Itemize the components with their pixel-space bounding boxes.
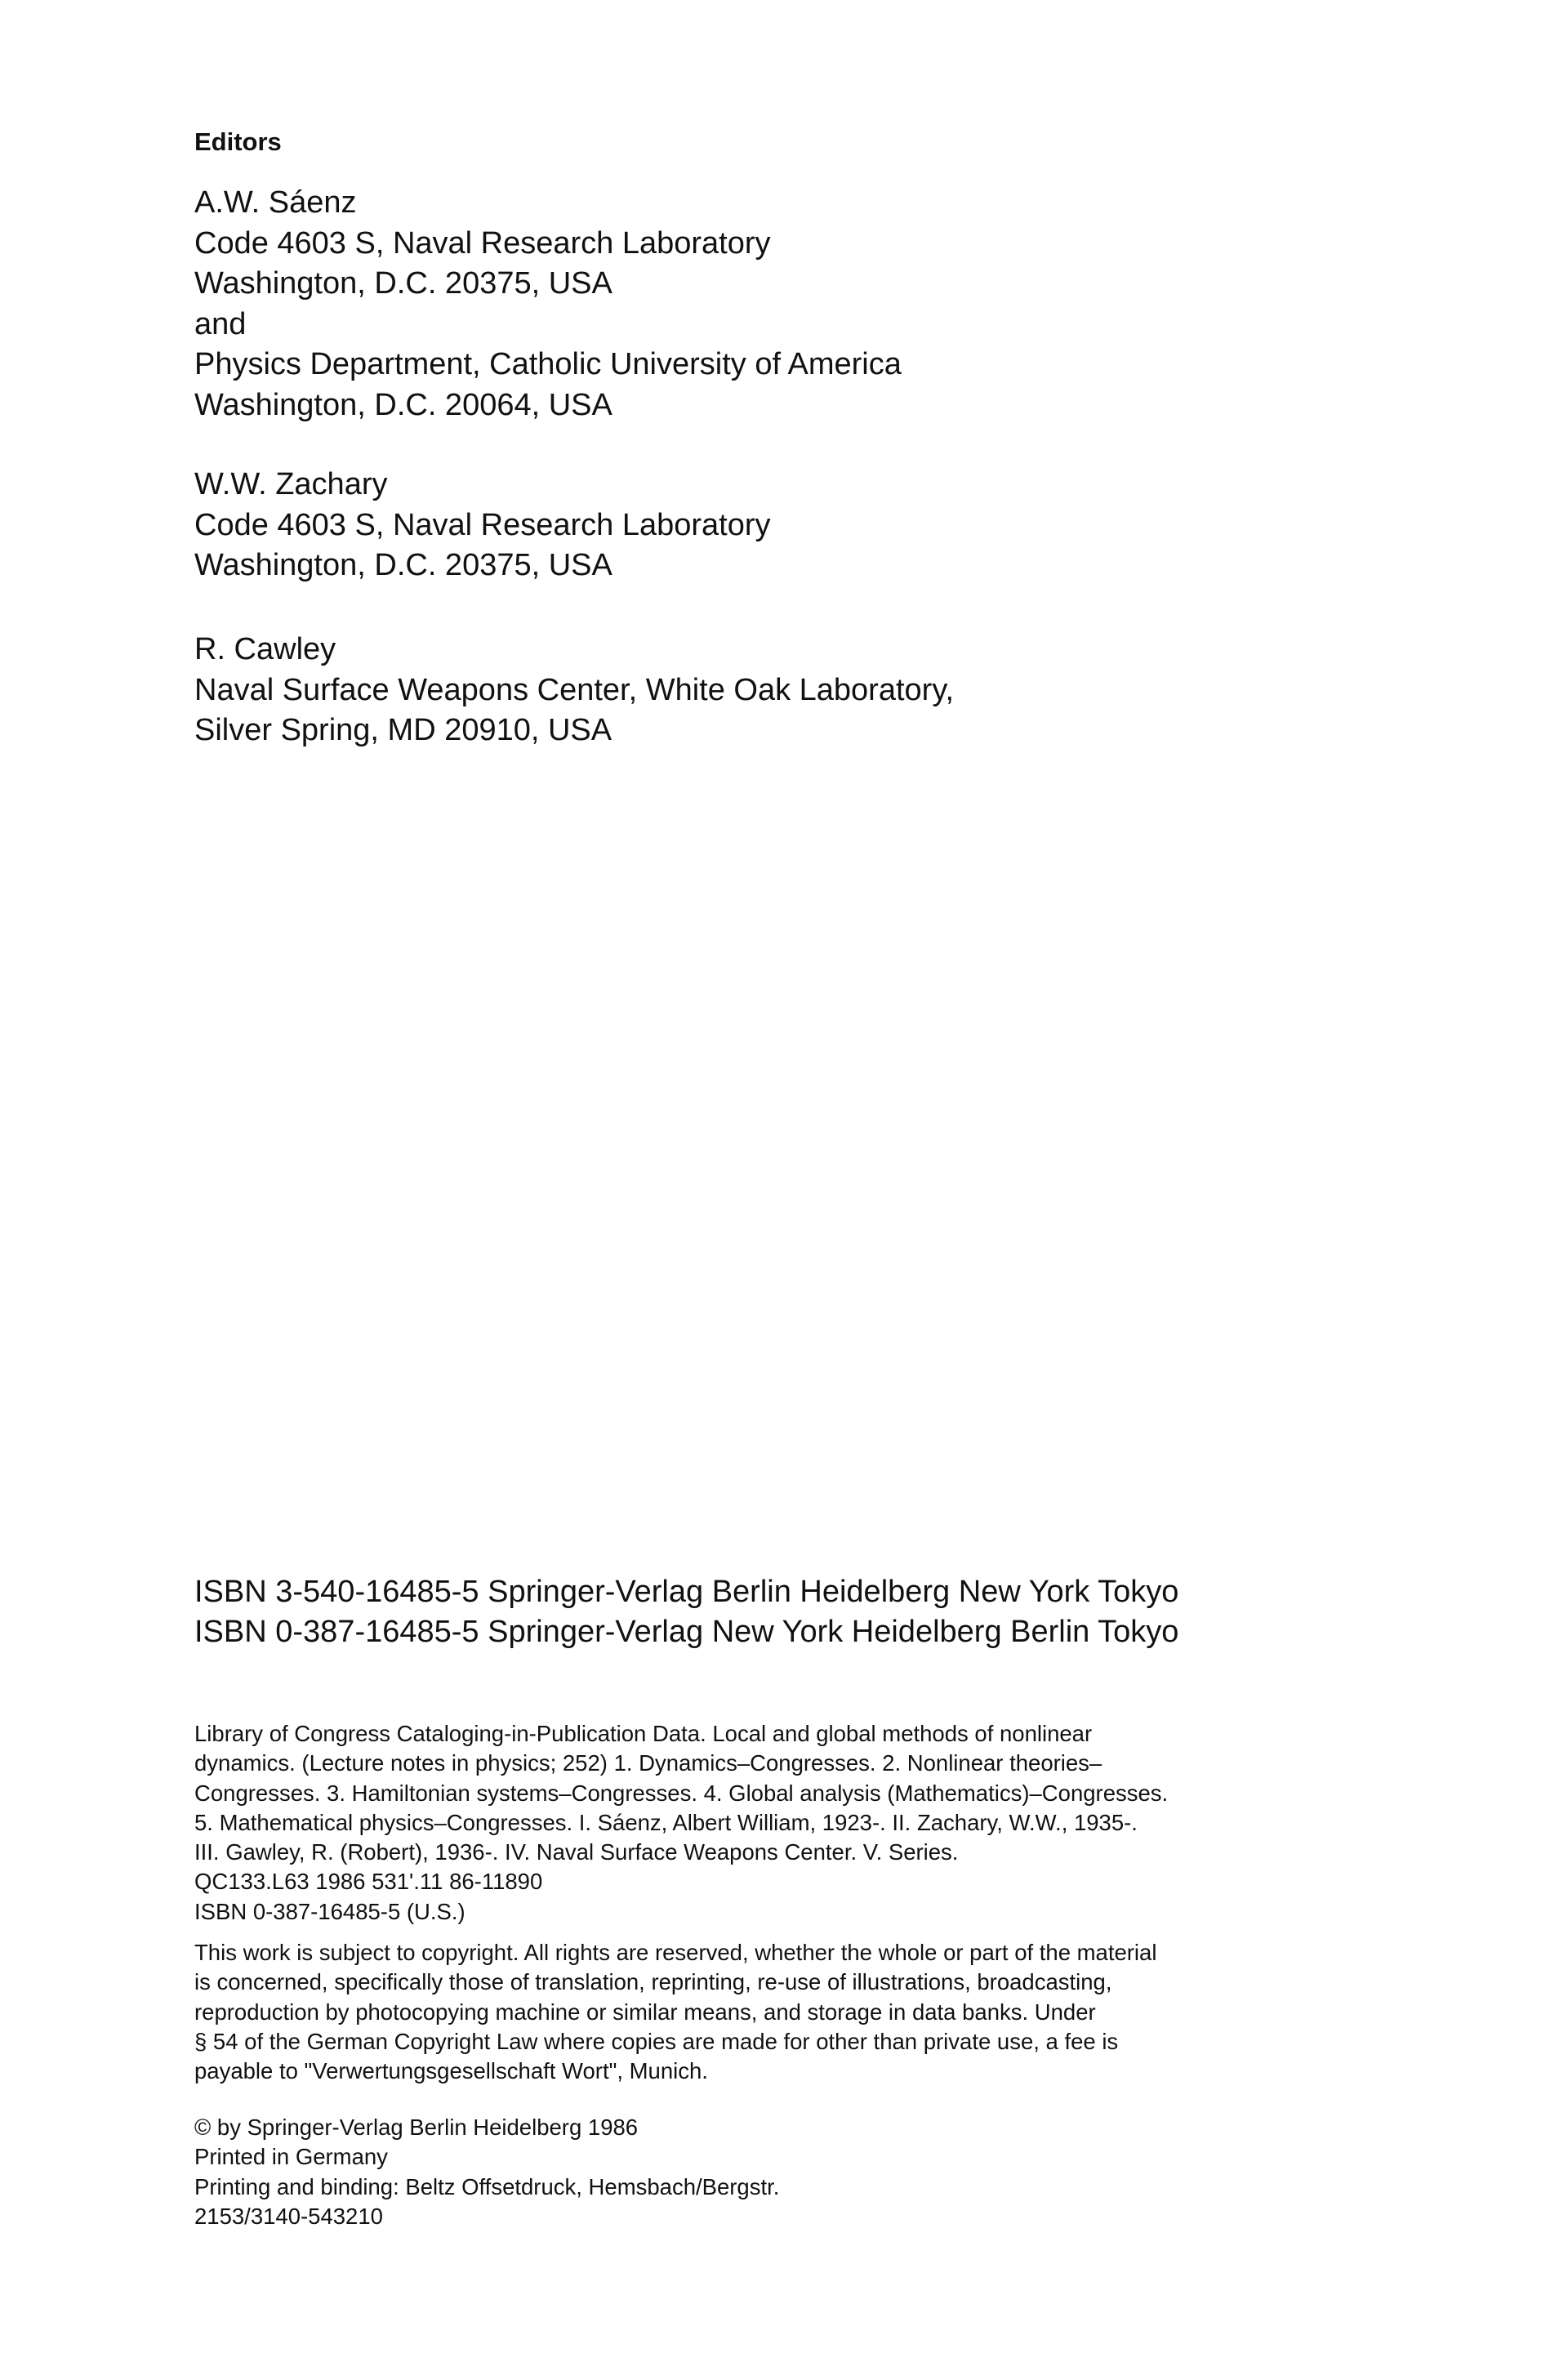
editor-address-line: Silver Spring, MD 20910, USA bbox=[194, 713, 612, 747]
printing-info bbox=[194, 2173, 779, 2232]
editor-name: R. Cawley bbox=[194, 632, 336, 666]
isbn-line: ISBN 3-540-16485-5 Springer-Verlag Berlin Heidelberg New York Tokyo bbox=[194, 1575, 1179, 1609]
editor-name: W.W. Zachary bbox=[194, 467, 388, 501]
copyright-statement bbox=[194, 2113, 638, 2173]
printed-in-line: Printed in Germany bbox=[194, 2144, 388, 2170]
cataloging-line: III. Gawley, R. (Robert), 1936-. IV. Naval Surface Weapons Center. V. Series. bbox=[194, 1839, 959, 1865]
editor-address-line: Code 4603 S, Naval Research Laboratory bbox=[194, 507, 771, 542]
editor-address-line: Washington, D.C. 20375, USA bbox=[194, 548, 612, 582]
cataloging-line: Library of Congress Cataloging-in-Publication Data. Local and global methods of nonlinear bbox=[194, 1721, 1093, 1746]
editor-address-line: Naval Surface Weapons Center, White Oak Laboratory, bbox=[194, 672, 955, 707]
editor-name: A.W. Sáenz bbox=[194, 185, 357, 220]
cataloging-line: ISBN 0-387-16485-5 (U.S.) bbox=[194, 1898, 466, 1924]
isbn-block bbox=[194, 1572, 1178, 1652]
editor-address-line: Washington, D.C. 20064, USA bbox=[194, 387, 612, 422]
copyright-notice-line: is concerned, specifically those of translation, reprinting, re-use of illustrations, broadcasting, bbox=[194, 1969, 1112, 1995]
cataloging-line: Congresses. 3. Hamiltonian systems–Congresses. 4. Global analysis (Mathematics)–Congresses. bbox=[194, 1780, 1169, 1806]
cataloging-data bbox=[194, 1719, 1168, 1927]
editor-zachary bbox=[194, 465, 771, 586]
copyright-notice-line: payable to "Verwertungsgesellschaft Wort", Munich. bbox=[194, 2058, 708, 2084]
copyright-notice-line: This work is subject to copyright. All rights are reserved, whether the whole or part of the material bbox=[194, 1940, 1157, 1965]
editor-cawley bbox=[194, 630, 954, 751]
printing-line: Printing and binding: Beltz Offsetdruck, Hemsbach/Bergstr. bbox=[194, 2174, 780, 2199]
cataloging-line: dynamics. (Lecture notes in physics; 252) 1. Dynamics–Congresses. 2. Nonlinear theories– bbox=[194, 1750, 1102, 1776]
editor-address-line: and bbox=[194, 306, 247, 341]
copyright-line: © by Springer-Verlag Berlin Heidelberg 1986 bbox=[194, 2115, 639, 2140]
copyright-notice-line: reproduction by photocopying machine or similar means, and storage in data banks. Under bbox=[194, 1999, 1096, 2025]
editors-heading: Editors bbox=[194, 127, 282, 156]
editor-address-line: Code 4603 S, Naval Research Laboratory bbox=[194, 225, 771, 261]
cataloging-line: QC133.L63 1986 531'.11 86-11890 bbox=[194, 1869, 543, 1895]
cataloging-line: 5. Mathematical physics–Congresses. I. Sáenz, Albert William, 1923-. II. Zachary, W.W., 1935-. bbox=[194, 1809, 1138, 1835]
editor-address-line: Washington, D.C. 20375, USA bbox=[194, 266, 612, 301]
isbn-line: ISBN 0-387-16485-5 Springer-Verlag New York Heidelberg Berlin Tokyo bbox=[194, 1615, 1179, 1649]
copyright-notice-line: § 54 of the German Copyright Law where copies are made for other than private use, a fee is bbox=[194, 2028, 1119, 2054]
editor-address-line: Physics Department, Catholic University of America bbox=[194, 347, 902, 381]
print-code-line: 2153/3140-543210 bbox=[194, 2204, 383, 2230]
copyright-notice bbox=[194, 1938, 1156, 2086]
editor-saenz bbox=[194, 183, 902, 426]
